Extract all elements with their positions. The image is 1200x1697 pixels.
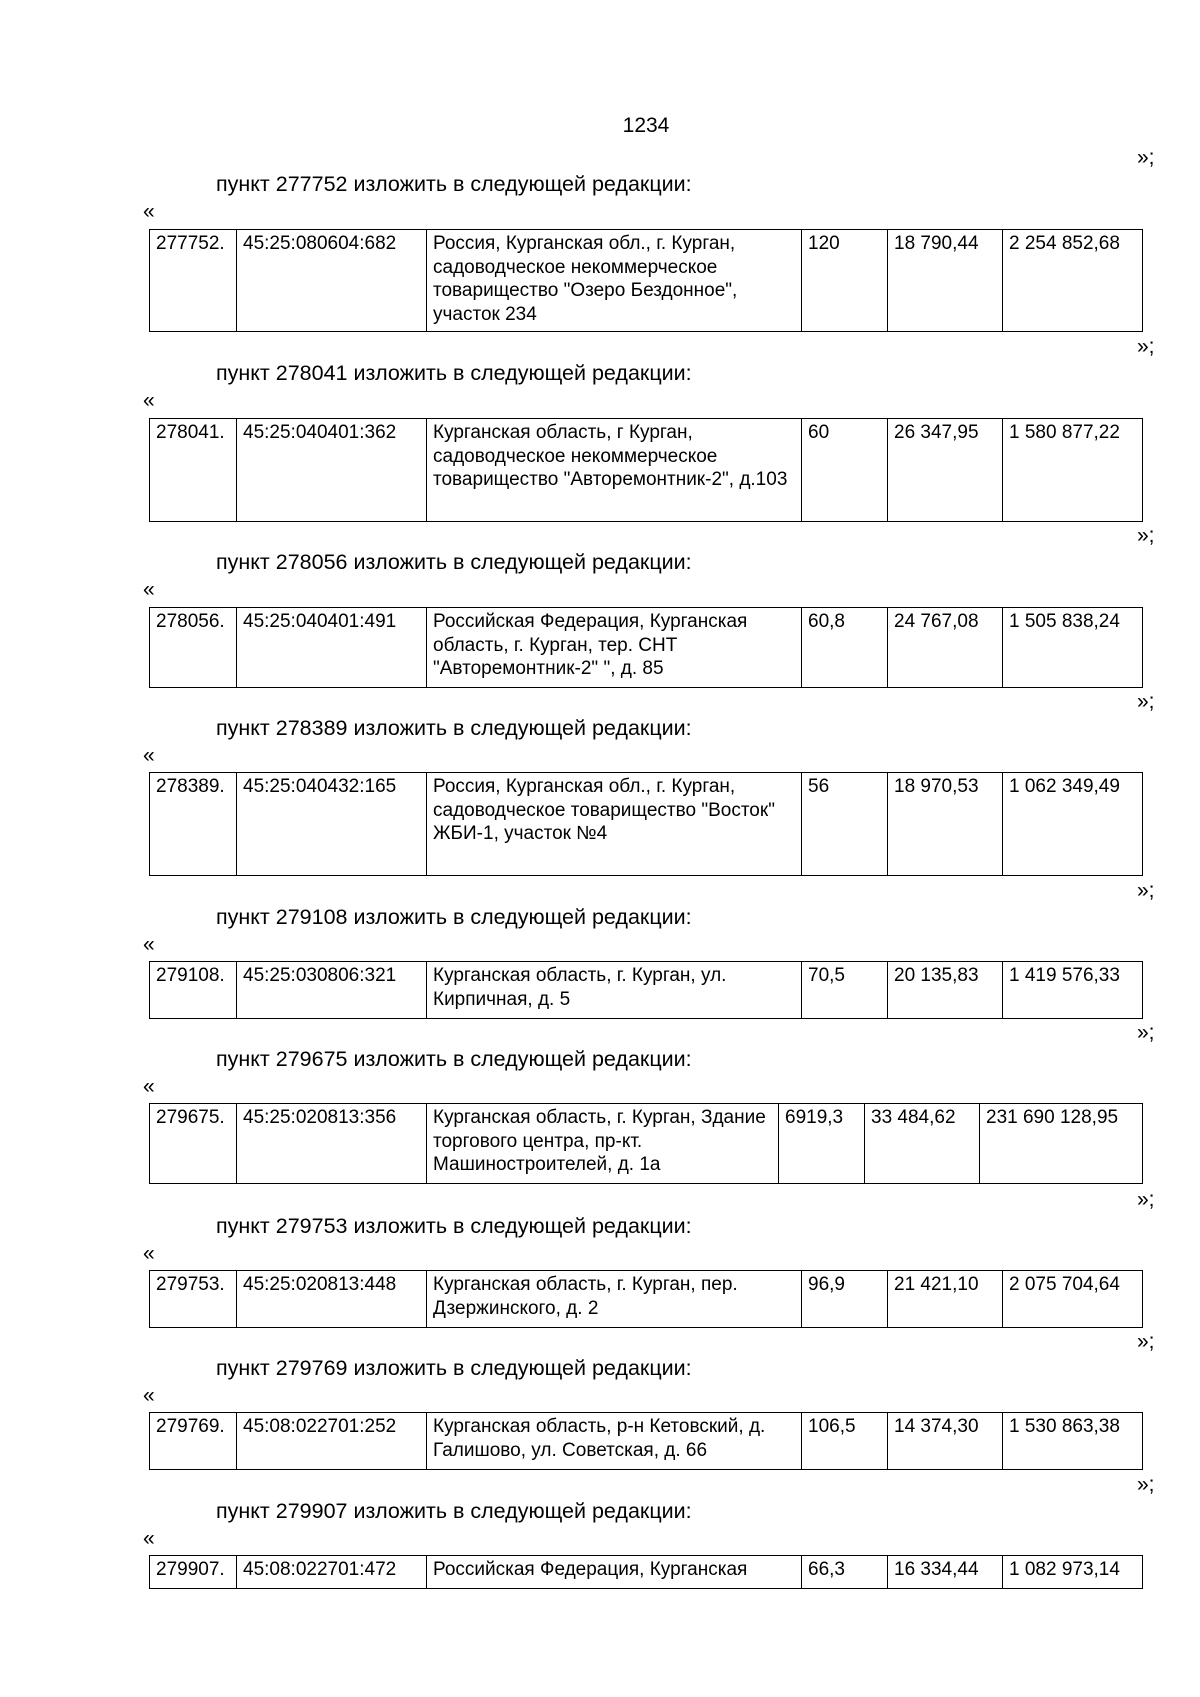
item-number-cell: 279675. [150,1104,237,1184]
area-cell: 106,5 [802,1413,888,1470]
address-cell: Курганская область, г Курган, садоводческое некоммерческое товарищество "Авторемонтник-2", д.103 [427,419,802,522]
closing-quote: »; [1137,1330,1155,1353]
area-cell: 66,3 [802,1556,888,1589]
opening-quote: « [143,744,155,767]
total-cell: 1 062 349,49 [1003,773,1143,876]
opening-quote: « [143,578,155,601]
address-cell: Курганская область, г. Курган, Здание торгового центра, пр-кт. Машиностроителей, д. 1а [427,1104,779,1184]
area-cell: 70,5 [802,962,888,1019]
area-cell: 6919,3 [779,1104,865,1184]
item-intro: пункт 279675 изложить в следующей редакции: [216,1047,692,1071]
total-cell: 1 530 863,38 [1003,1413,1143,1470]
address-cell: Россия, Курганская обл., г. Курган, садоводческое товарищество "Восток" ЖБИ-1, участок №4 [427,773,802,876]
cadastral-number-cell: 45:08:022701:252 [237,1413,427,1470]
opening-quote: « [143,1242,155,1265]
item-intro: пункт 278056 изложить в следующей редакции: [216,550,692,574]
cadastral-number-cell: 45:25:030806:321 [237,962,427,1019]
closing-quote: »; [1137,1021,1155,1044]
table-row [150,1556,1143,1589]
area-cell: 60 [802,419,888,522]
table-row [150,419,1143,522]
address-cell: Курганская область, р-н Кетовский, д. Галишово, ул. Советская, д. 66 [427,1413,802,1470]
item-intro: пункт 277752 изложить в следующей редакции: [216,172,692,196]
total-cell: 231 690 128,95 [980,1104,1143,1184]
closing-quote: »; [1137,1188,1155,1211]
table-row [150,1104,1143,1184]
cadastral-number-cell: 45:25:020813:356 [237,1104,427,1184]
area-cell: 60,8 [802,608,888,688]
closing-quote: »; [1137,690,1155,713]
address-cell: Российская Федерация, Курганская область, г. Курган, тер. СНТ "Авторемонтник-2" ", д. 85 [427,608,802,688]
cadastral-number-cell: 45:25:080604:682 [237,230,427,332]
price-cell: 24 767,08 [888,608,1003,688]
item-intro: пункт 279108 изложить в следующей редакции: [216,905,692,929]
page-number: 1234 [622,114,670,137]
closing-quote: »; [1137,335,1155,358]
area-cell: 120 [802,230,888,332]
item-number-cell: 279769. [150,1413,237,1470]
item-intro: пункт 279753 изложить в следующей редакции: [216,1214,692,1238]
address-cell: Курганская область, г. Курган, пер. Дзержинского, д. 2 [427,1271,802,1328]
cadastral-number-cell: 45:08:022701:472 [237,1556,427,1589]
table-row [150,962,1143,1019]
opening-quote: « [143,1384,155,1407]
total-cell: 1 419 576,33 [1003,962,1143,1019]
item-table [149,1103,1143,1184]
address-cell: Российская Федерация, Курганская [427,1556,802,1589]
item-table [149,607,1143,688]
item-intro: пункт 279907 изложить в следующей редакции: [216,1499,692,1523]
opening-quote: « [143,1527,155,1550]
item-intro: пункт 278041 изложить в следующей редакции: [216,361,692,385]
area-cell: 96,9 [802,1271,888,1328]
total-cell: 2 254 852,68 [1003,230,1143,332]
cadastral-number-cell: 45:25:020813:448 [237,1271,427,1328]
address-cell: Курганская область, г. Курган, ул. Кирпичная, д. 5 [427,962,802,1019]
closing-quote: »; [1137,879,1155,902]
item-table [149,229,1143,332]
item-table [149,418,1143,522]
price-cell: 20 135,83 [888,962,1003,1019]
price-cell: 18 970,53 [888,773,1003,876]
item-number-cell: 279753. [150,1271,237,1328]
cadastral-number-cell: 45:25:040401:362 [237,419,427,522]
address-cell: Россия, Курганская обл., г. Курган, садоводческое некоммерческое товарищество "Озеро Бездонное", участок 234 [427,230,802,332]
price-cell: 18 790,44 [888,230,1003,332]
price-cell: 26 347,95 [888,419,1003,522]
area-cell: 56 [802,773,888,876]
cadastral-number-cell: 45:25:040401:491 [237,608,427,688]
opening-quote: « [143,389,155,412]
price-cell: 21 421,10 [888,1271,1003,1328]
table-row [150,1271,1143,1328]
total-cell: 1 505 838,24 [1003,608,1143,688]
total-cell: 1 580 877,22 [1003,419,1143,522]
closing-quote: »; [1137,1473,1155,1496]
item-table [149,961,1143,1019]
opening-quote: « [143,933,155,956]
item-number-cell: 279907. [150,1556,237,1589]
item-number-cell: 279108. [150,962,237,1019]
table-row [150,230,1143,332]
closing-quote: »; [1137,146,1155,169]
total-cell: 1 082 973,14 [1003,1556,1143,1589]
table-row [150,608,1143,688]
item-table [149,1412,1143,1470]
price-cell: 14 374,30 [888,1413,1003,1470]
item-table [149,772,1143,876]
price-cell: 16 334,44 [888,1556,1003,1589]
item-number-cell: 278041. [150,419,237,522]
table-row [150,1413,1143,1470]
opening-quote: « [143,1075,155,1098]
item-intro: пункт 279769 изложить в следующей редакции: [216,1356,692,1380]
total-cell: 2 075 704,64 [1003,1271,1143,1328]
cadastral-number-cell: 45:25:040432:165 [237,773,427,876]
item-number-cell: 278056. [150,608,237,688]
item-intro: пункт 278389 изложить в следующей редакции: [216,716,692,740]
item-table [149,1270,1143,1328]
table-row [150,773,1143,876]
opening-quote: « [143,200,155,223]
item-table [149,1555,1143,1589]
item-number-cell: 278389. [150,773,237,876]
item-number-cell: 277752. [150,230,237,332]
closing-quote: »; [1137,524,1155,547]
price-cell: 33 484,62 [865,1104,980,1184]
